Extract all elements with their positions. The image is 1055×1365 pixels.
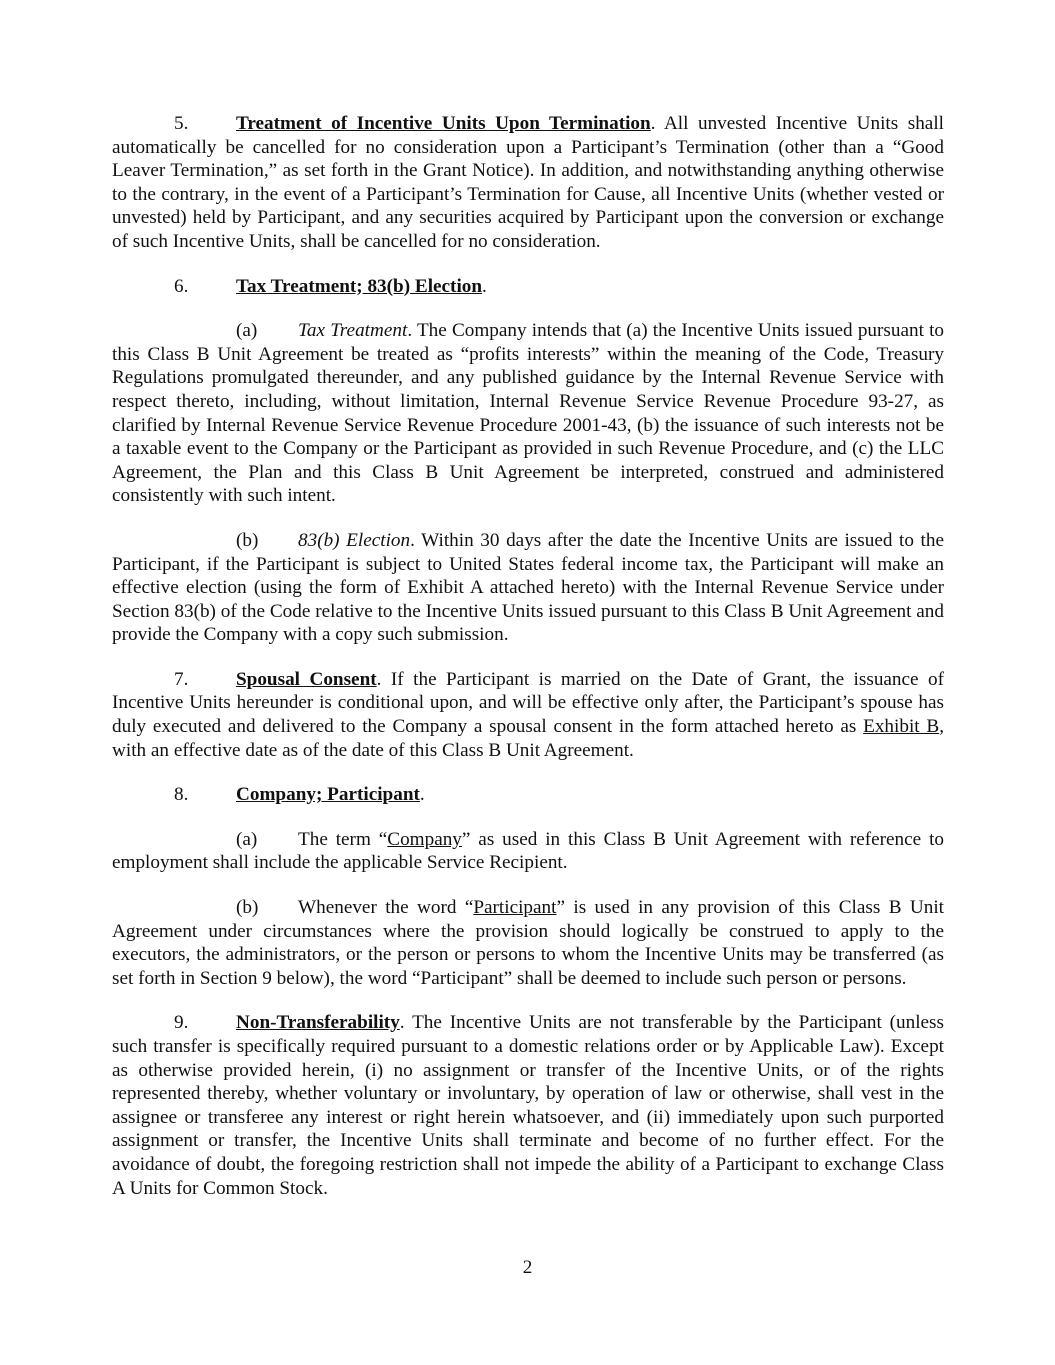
subsection-text: . The Company intends that (a) the Incentive Units issued pursuant to this Class B Unit Agreement be treated as “profits interests” within the meaning of the Code, Treasury Regulations promulgated thereunder, and any published guidance by the Internal Revenue Service with respect thereto, including, without limitation, Internal Revenue Service Revenue Procedure 93-27, as clarified by Internal Revenue Service Revenue Procedure 2001-43, (b) the issuance of such interests not be a taxable event to the Company or the Participant as provided in such Revenue Procedure, and (c) the LLC Agreement, the Plan and this Class B Unit Agreement be interpreted, construed and administered consistently with such intent.	[112, 320, 945, 507]
page-number: 2	[522, 1257, 533, 1278]
section-heading: Treatment of Incentive Units Upon Termination	[236, 113, 651, 134]
section-number: 9.	[174, 1012, 189, 1034]
section-heading: Spousal Consent	[236, 668, 377, 690]
subsection-text-end: ” is used in any provision of this Class B Unit Agreement under circumstances where the provision should logically be construed to apply to the executors, the administrators, or the person or persons to whom the Incentive Units may be transferred (as set forth in Section 9 below), the word “Participant” shall be deemed to include such person or persons.	[112, 897, 944, 989]
subsection-number: (a)	[236, 828, 258, 850]
defined-term-company: Company	[387, 828, 462, 850]
section-9	[112, 1011, 944, 1200]
section-number: 7.	[174, 668, 189, 690]
section-8	[112, 783, 944, 807]
section-7	[112, 668, 944, 762]
subsection-title: 83(b) Election	[298, 529, 411, 551]
section-6a	[112, 319, 944, 508]
exhibit-b-reference: Exhibit B	[863, 716, 940, 738]
section-text: .	[419, 784, 425, 806]
subsection-title: Tax Treatment	[298, 320, 408, 342]
subsection-number: (b)	[236, 897, 259, 919]
section-text: .	[482, 275, 487, 297]
section-text: . If the Participant is married on the Date of Grant, the issuance of Incentive Units hereunder is conditional upon, and will be effective only after, the Participant’s spouse has duly executed and delivered to the Company a spousal consent in the form attached hereto as	[112, 668, 945, 738]
subsection-text: Whenever the word “	[298, 897, 474, 919]
section-number: 8.	[174, 784, 189, 806]
defined-term-participant: Participant	[473, 897, 557, 919]
section-6	[112, 275, 944, 299]
section-heading: Tax Treatment; 83(b) Election	[236, 275, 483, 297]
document-page	[112, 112, 944, 1221]
subsection-number: (b)	[236, 529, 259, 551]
subsection-text: The term “	[298, 828, 388, 850]
section-text: . The Incentive Units are not transferable by the Participant (unless such transfer is specifically required pursuant to a domestic relations order or by Applicable Law). Except as otherwise provided herein, (i) no assignment or transfer of the Incentive Units, or of the rights represented thereby, whether voluntary or involuntary, by operation of law or otherwise, shall vest in the assignee or transferee any interest or right herein whatsoever, and (ii) immediately upon such purported assignment or transfer, the Incentive Units shall terminate and become of no further effect. For the avoidance of doubt, the foregoing restriction shall not impede the ability of a Participant to exchange Class A Units for Common Stock.	[112, 1012, 944, 1199]
section-heading: Company; Participant	[236, 784, 420, 806]
section-text-end: , with an effective date as of the date of this Class B Unit Agreement.	[112, 716, 944, 761]
section-number: 5.	[174, 113, 189, 134]
section-8b	[112, 896, 944, 990]
section-text: . All unvested Incentive Units shall automatically be cancelled for no consideration upon a Participant’s Termination (other than a “Good Leaver Termination,” as set forth in the Grant Notice). In addition, and notwithstanding anything otherwise to the contrary, in the event of a Participant’s Termination for Cause, all Incentive Units (whether vested or unvested) held by Participant, and any securities acquired by Participant upon the conversion or exchange of such Incentive Units, shall be cancelled for no consideration.	[112, 113, 944, 252]
subsection-number: (a)	[236, 320, 258, 342]
section-number: 6.	[174, 275, 189, 297]
section-heading: Non-Transferability	[236, 1012, 400, 1034]
subsection-text: . Within 30 days after the date the Incentive Units are issued to the Participant, if the Participant is subject to United States federal income tax, the Participant will make an effective election (using the form of Exhibit A attached hereto) with the Internal Revenue Service under Section 83(b) of the Code relative to the Incentive Units issued pursuant to this Class B Unit Agreement and provide the Company with a copy such submission.	[112, 529, 945, 646]
section-5	[112, 112, 944, 254]
subsection-text-end: ” as used in this Class B Unit Agreement with reference to employment shall include the applicable Service Recipient.	[112, 828, 944, 874]
section-8a	[112, 828, 944, 875]
section-6b	[112, 529, 944, 647]
